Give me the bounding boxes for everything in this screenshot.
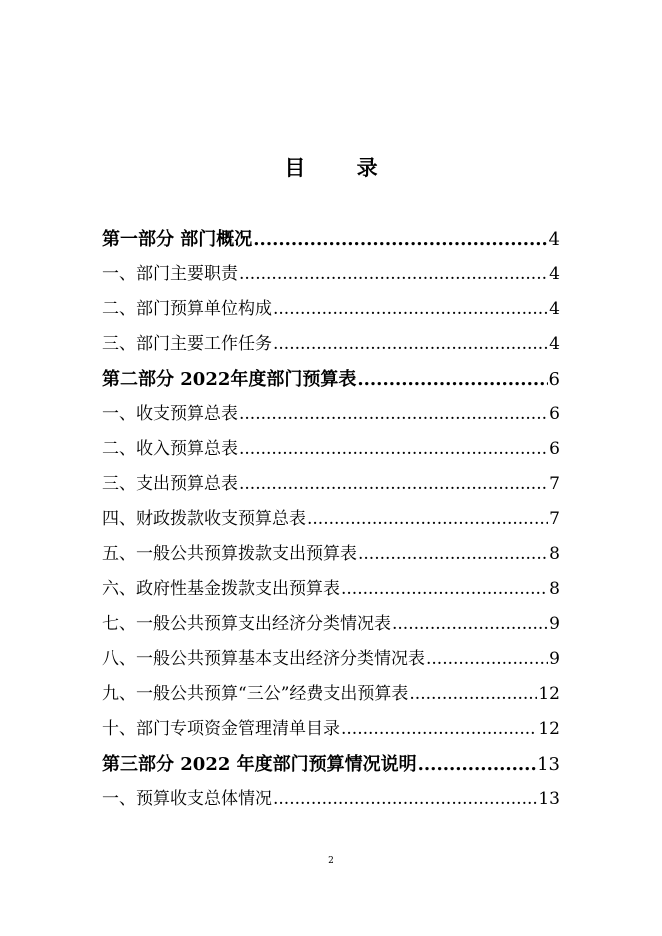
toc-entry[interactable]: [102, 292, 560, 327]
toc-entry-page: 6: [549, 404, 560, 424]
toc-entry-page: 4: [548, 229, 560, 250]
toc-entry-label: 二、收入预算总表: [102, 439, 238, 459]
toc-leader-dots: [357, 362, 547, 397]
toc-entry-page: 12: [538, 684, 560, 704]
toc-entry-label: 十、部门专项资金管理清单目录: [102, 719, 340, 739]
toc-entry-label: 六、政府性基金拨款支出预算表: [102, 579, 340, 599]
toc-entry[interactable]: [102, 327, 560, 362]
toc-leader-dots: [239, 432, 548, 467]
toc-entry[interactable]: [102, 572, 560, 607]
toc-part-entry[interactable]: [102, 222, 560, 257]
toc-entry-label: 第二部分 2022年度部门预算表: [102, 369, 357, 390]
toc-entry-page: 7: [549, 509, 560, 529]
toc-leader-dots: [273, 327, 548, 362]
toc-leader-dots: [273, 782, 537, 817]
toc-entry-page: 7: [549, 474, 560, 494]
toc-entry[interactable]: [102, 782, 560, 817]
toc-leader-dots: [418, 747, 536, 782]
toc-leader-dots: [307, 502, 548, 537]
toc-entry-label: 九、一般公共预算“三公”经费支出预算表: [102, 684, 409, 704]
toc-leader-dots: [409, 677, 537, 712]
toc-entry[interactable]: [102, 642, 560, 677]
toc-entry-label: 一、预算收支总体情况: [102, 789, 272, 809]
toc-entry[interactable]: [102, 467, 560, 502]
toc-leader-dots: [341, 712, 537, 747]
toc-entry-page: 6: [548, 369, 560, 390]
toc-leader-dots: [426, 642, 548, 677]
toc-entry-page: 13: [537, 754, 560, 775]
page-number: 2: [328, 856, 334, 866]
toc-part-entry[interactable]: [102, 362, 560, 397]
toc-entry-label: 七、一般公共预算支出经济分类情况表: [102, 614, 391, 634]
toc-entry-page: 12: [538, 719, 560, 739]
toc-entry-label: 一、部门主要职责: [102, 264, 238, 284]
toc-leader-dots: [273, 292, 548, 327]
toc-leader-dots: [253, 222, 547, 257]
toc-entry[interactable]: [102, 677, 560, 712]
toc-entry[interactable]: [102, 712, 560, 747]
toc-leader-dots: [239, 257, 548, 292]
toc-leader-dots: [341, 572, 548, 607]
toc-entry-page: 8: [549, 544, 560, 564]
toc-entry-label: 三、部门主要工作任务: [102, 334, 272, 354]
toc-entry-page: 8: [549, 579, 560, 599]
toc-entry-page: 4: [549, 299, 560, 319]
toc-entry-label: 三、支出预算总表: [102, 474, 238, 494]
toc-entry-label: 第三部分 2022 年度部门预算情况说明: [102, 754, 417, 775]
toc-entry[interactable]: [102, 257, 560, 292]
toc-entry-page: 9: [549, 614, 560, 634]
toc-entry-page: 4: [549, 334, 560, 354]
page-title: 目 录: [284, 155, 400, 180]
toc-entry-page: 9: [549, 649, 560, 669]
toc-entry[interactable]: [102, 397, 560, 432]
toc-leader-dots: [239, 397, 548, 432]
toc-entry-label: 五、一般公共预算拨款支出预算表: [102, 544, 357, 564]
toc-entry-label: 八、一般公共预算基本支出经济分类情况表: [102, 649, 425, 669]
toc-entry-page: 13: [538, 789, 560, 809]
toc-entry[interactable]: [102, 432, 560, 467]
toc-entry[interactable]: [102, 537, 560, 572]
toc-entry-label: 一、收支预算总表: [102, 404, 238, 424]
toc-entry-page: 6: [549, 439, 560, 459]
toc-leader-dots: [239, 467, 548, 502]
toc-entry-label: 第一部分 部门概况: [102, 229, 253, 250]
toc-entry-page: 4: [549, 264, 560, 284]
toc-entry-label: 二、部门预算单位构成: [102, 299, 272, 319]
toc-leader-dots: [392, 607, 548, 642]
toc-entry[interactable]: [102, 607, 560, 642]
table-of-contents: [102, 222, 560, 817]
toc-part-entry[interactable]: [102, 747, 560, 782]
toc-leader-dots: [358, 537, 548, 572]
toc-entry-label: 四、财政拨款收支预算总表: [102, 509, 306, 529]
toc-entry[interactable]: [102, 502, 560, 537]
